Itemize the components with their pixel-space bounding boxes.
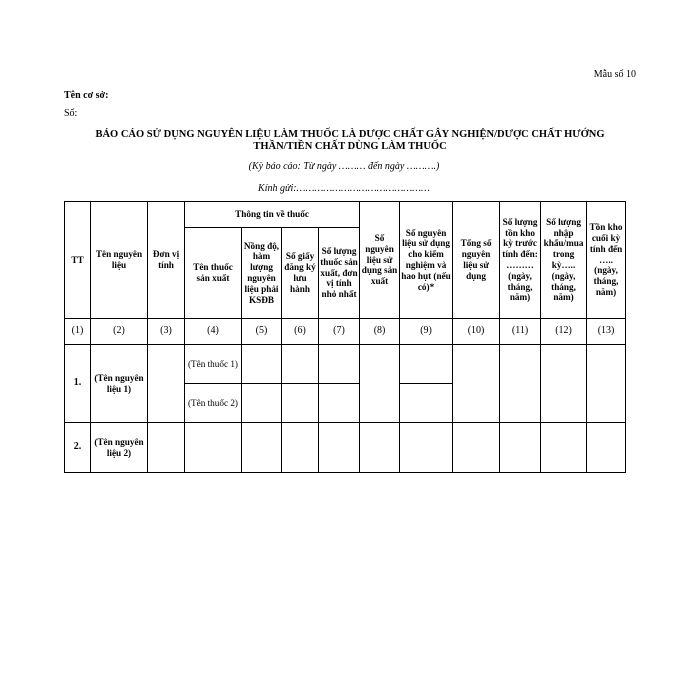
imported-cell xyxy=(541,345,587,423)
stock-previous-cell xyxy=(500,345,541,423)
usage-report-table xyxy=(64,201,626,473)
header-stock-end: Tồn kho cuối kỳ tính đến ….. (ngày, tháng, năm) xyxy=(587,202,626,319)
total-used-cell xyxy=(453,423,500,473)
header-concentration: Nồng độ, hàm lượng nguyên liệu phải KSĐB xyxy=(242,228,282,319)
column-number: (9) xyxy=(400,319,453,345)
header-total-used: Tổng số nguyên liệu sử dụng xyxy=(453,202,500,319)
report-title: BÁO CÁO SỬ DỤNG NGUYÊN LIỆU LÀM THUỐC LÀ DƯỢC CHẤT GÂY NGHIỆN/DƯỢC CHẤT HƯỚNG THẦN/TIỀN CHẤT DÙNG LÀM THUỐC xyxy=(95,129,605,152)
drug-name-cell: (Tên thuốc 1) xyxy=(185,345,242,384)
form-number: Mẫu số 10 xyxy=(593,69,636,80)
concentration-cell xyxy=(242,384,282,423)
column-number: (10) xyxy=(453,319,500,345)
report-period: (Kỳ báo cáo: Từ ngày ……… đến ngày ……….) xyxy=(248,161,440,172)
header-material-name: Tên nguyên liệu xyxy=(91,202,148,319)
header-used-for-testing: Số nguyên liệu sử dụng cho kiểm nghiệm và hao hụt (nếu có)* xyxy=(400,202,453,319)
document-number-label: Số: xyxy=(64,108,78,119)
header-stock-previous: Số lượng tồn kho kỳ trước tính đến: ……… (ngày, tháng, năm) xyxy=(500,202,541,319)
header-produced-quantity: Số lượng thuốc sản xuất, đơn vị tính nhỏ nhất xyxy=(319,228,360,319)
row-number: 1. xyxy=(65,345,91,423)
total-used-cell xyxy=(453,345,500,423)
column-number: (5) xyxy=(242,319,282,345)
header-registration-number: Số giấy đăng ký lưu hành xyxy=(282,228,319,319)
column-number: (6) xyxy=(282,319,319,345)
column-number: (3) xyxy=(148,319,185,345)
material-name-cell: (Tên nguyên liệu 1) xyxy=(91,345,148,423)
registration-cell xyxy=(282,384,319,423)
stock-previous-cell xyxy=(500,423,541,473)
used-for-testing-cell xyxy=(400,345,453,384)
concentration-cell xyxy=(242,423,282,473)
table-row xyxy=(65,423,626,473)
column-number: (2) xyxy=(91,319,148,345)
stock-end-cell xyxy=(587,423,626,473)
row-number: 2. xyxy=(65,423,91,473)
registration-cell xyxy=(282,423,319,473)
column-number: (4) xyxy=(185,319,242,345)
table-row xyxy=(65,345,626,384)
column-number: (12) xyxy=(541,319,587,345)
column-number: (11) xyxy=(500,319,541,345)
recipient-line: Kính gửi:……………………………………… xyxy=(258,183,430,194)
unit-cell xyxy=(148,423,185,473)
header-drug-name: Tên thuốc sản xuất xyxy=(185,228,242,319)
column-number: (13) xyxy=(587,319,626,345)
used-for-production-cell xyxy=(360,423,400,473)
header-drug-info-group: Thông tin về thuốc xyxy=(185,202,360,228)
column-number: (7) xyxy=(319,319,360,345)
produced-quantity-cell xyxy=(319,345,360,384)
stock-end-cell xyxy=(587,345,626,423)
header-used-for-production: Số nguyên liệu sử dụng sản xuất xyxy=(360,202,400,319)
header-imported-in-period: Số lượng nhập khẩu/mua trong kỳ….. (ngày, tháng, năm) xyxy=(541,202,587,319)
facility-name-label: Tên cơ sở: xyxy=(64,90,109,101)
produced-quantity-cell xyxy=(319,423,360,473)
concentration-cell xyxy=(242,345,282,384)
column-number: (8) xyxy=(360,319,400,345)
header-unit: Đơn vị tính xyxy=(148,202,185,319)
used-for-testing-cell xyxy=(400,423,453,473)
used-for-production-cell xyxy=(360,345,400,423)
registration-cell xyxy=(282,345,319,384)
drug-name-cell: (Tên thuốc 2) xyxy=(185,384,242,423)
column-number: (1) xyxy=(65,319,91,345)
used-for-testing-cell xyxy=(400,384,453,423)
material-name-cell: (Tên nguyên liệu 2) xyxy=(91,423,148,473)
produced-quantity-cell xyxy=(319,384,360,423)
unit-cell xyxy=(148,345,185,423)
drug-name-cell xyxy=(185,423,242,473)
header-tt: TT xyxy=(65,202,91,319)
imported-cell xyxy=(541,423,587,473)
